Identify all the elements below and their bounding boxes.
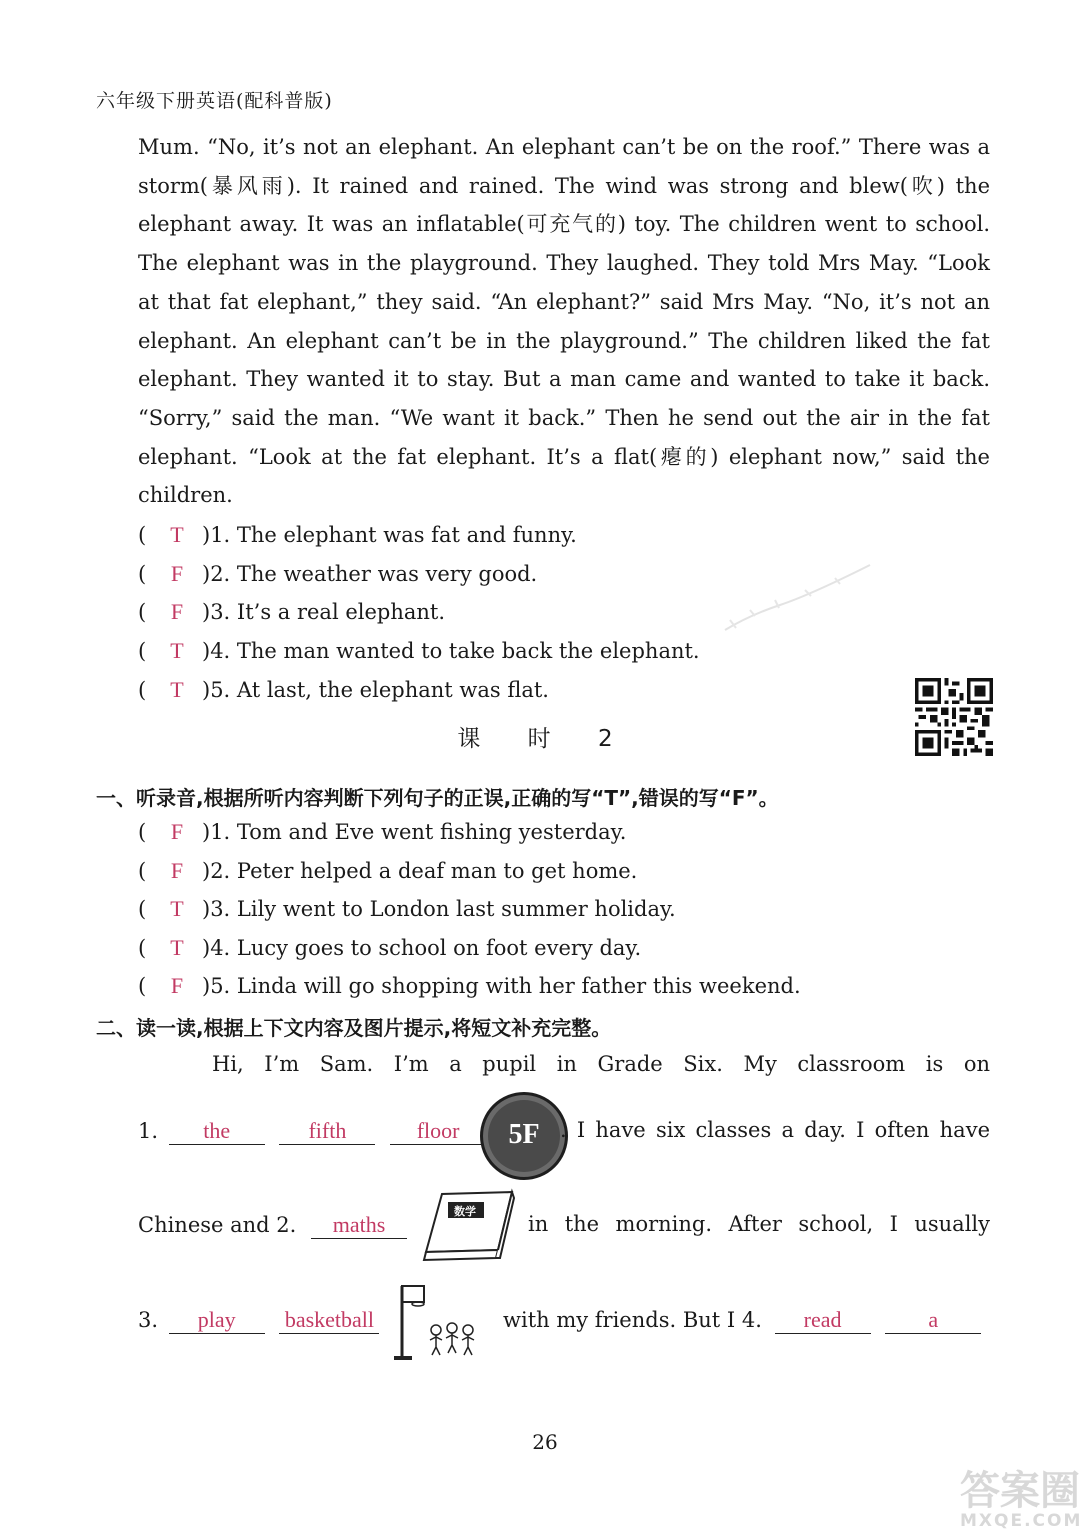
math-book-icon — [420, 1188, 516, 1262]
blank-1c[interactable]: floor — [390, 1118, 486, 1145]
cloze-intro: Hi, I’m Sam. I’m a pupil in Grade Six. My classroom is on — [212, 1052, 990, 1076]
tf-question: )3. Lily went to London last summer holiday. — [202, 897, 676, 921]
passage-text: Mum. “No, it’s not an elephant. An elephant can’t be on the roof.” There was a storm(暴风雨). It rained and rained. The wind was strong and blew(吹) the elephant away. It was an inflatable(可充气的) toy. The children went to school. The elephant was in the playground. They laughed. They told Mrs May. “Look at that fat elephant,” they said. “An elephant?” said Mrs May. “No, it’s not an elephant. An elephant can’t be in the playground.” The children liked the fat elephant. They wanted it to stay. But a man came and wanted to take it back. “Sorry,” said the man. “We want it back.” Then he send out the air in the fat elephant. “Look at the fat elephant. It’s a flat(瘪的) elephant now,” said the children. — [138, 135, 990, 508]
tf-item: ( F )5. Linda will go shopping with her father this weekend. — [138, 973, 801, 998]
tf-item: ( T )3. Lily went to London last summer holiday. — [138, 896, 676, 921]
tf-question: )1. The elephant was fat and funny. — [202, 523, 577, 547]
cloze-text: Chinese and 2. — [138, 1213, 297, 1237]
tf-item: ( F )2. The weather was very good. — [138, 561, 538, 586]
cloze-line-2-rest: in the morning. After school, I usually — [528, 1212, 990, 1236]
math-book-label: 数学 — [454, 1205, 476, 1218]
blank-1b[interactable]: fifth — [279, 1118, 375, 1145]
tf-answer[interactable]: F — [170, 819, 184, 844]
blank-number: 3. — [138, 1308, 159, 1332]
tf-answer[interactable]: T — [170, 522, 184, 547]
tf-answer[interactable]: F — [170, 561, 184, 586]
tf-question: )3. It’s a real elephant. — [202, 600, 446, 624]
book-header: 六年级下册英语(配科普版) — [96, 90, 333, 112]
watermark-text: 答案圈 — [960, 1468, 1080, 1514]
tf-question: )1. Tom and Eve went fishing yesterday. — [202, 820, 627, 844]
tf-item: ( F )2. Peter helped a deaf man to get home. — [138, 858, 638, 883]
tf-item: ( F )3. It’s a real elephant. — [138, 599, 446, 624]
blank-number: 1. — [138, 1119, 159, 1143]
blank-2[interactable]: maths — [311, 1212, 407, 1239]
page-number: 26 — [532, 1430, 558, 1454]
tf-item: ( T )4. Lucy goes to school on foot every day. — [138, 935, 642, 960]
tf-question: )5. Linda will go shopping with her father this weekend. — [202, 974, 801, 998]
tf-answer[interactable]: T — [170, 638, 184, 663]
tf-answer[interactable]: F — [170, 973, 184, 998]
blank-3a[interactable]: play — [169, 1307, 265, 1334]
basketball-players-icon — [392, 1280, 488, 1362]
tf-question: )4. The man wanted to take back the elephant. — [202, 639, 700, 663]
reading-passage — [138, 128, 990, 515]
tf-answer[interactable]: F — [170, 599, 184, 624]
cloze-line-1-rest: . I have six classes a day. I often have — [560, 1118, 990, 1142]
tf-answer[interactable]: F — [170, 858, 184, 883]
faint-scribble — [720, 560, 880, 650]
tf-item: ( T )5. At last, the elephant was flat. — [138, 677, 549, 702]
tf-question: )2. Peter helped a deaf man to get home. — [202, 859, 638, 883]
tf-question: )4. Lucy goes to school on foot every day. — [202, 936, 642, 960]
watermark-logo — [960, 1470, 1085, 1532]
cloze-line-3 — [138, 1307, 388, 1334]
blank-1a[interactable]: the — [169, 1118, 265, 1145]
cloze-line-3-rest — [503, 1307, 990, 1334]
tf-answer[interactable]: T — [170, 677, 184, 702]
tf-item: ( T )1. The elephant was fat and funny. — [138, 522, 577, 547]
blank-3b[interactable]: basketball — [279, 1307, 379, 1334]
floor-badge-label: 5F — [508, 1119, 540, 1150]
tf-item: ( F )1. Tom and Eve went fishing yesterday. — [138, 819, 627, 844]
blank-4a[interactable]: read — [775, 1307, 871, 1334]
tf-item: ( T )4. The man wanted to take back the elephant. — [138, 638, 700, 663]
blank-4b[interactable]: a — [885, 1307, 981, 1334]
cloze-text: with my friends. But I 4. — [503, 1308, 762, 1332]
section1-title: 一、听录音,根据所听内容判断下列句子的正误,正确的写“T”,错误的写“F”。 — [96, 786, 779, 810]
tf-answer[interactable]: T — [170, 896, 184, 921]
floor-badge-icon — [480, 1092, 568, 1180]
tf-question: )5. At last, the elephant was flat. — [202, 678, 549, 702]
tf-answer[interactable]: T — [170, 935, 184, 960]
tf-question: )2. The weather was very good. — [202, 562, 538, 586]
section2-title: 二、读一读,根据上下文内容及图片提示,将短文补充完整。 — [96, 1016, 612, 1040]
cloze-line-2 — [138, 1212, 438, 1239]
watermark-sub: MXQE.COM — [960, 1511, 1083, 1531]
lesson-title: 课 时 2 — [457, 726, 633, 752]
